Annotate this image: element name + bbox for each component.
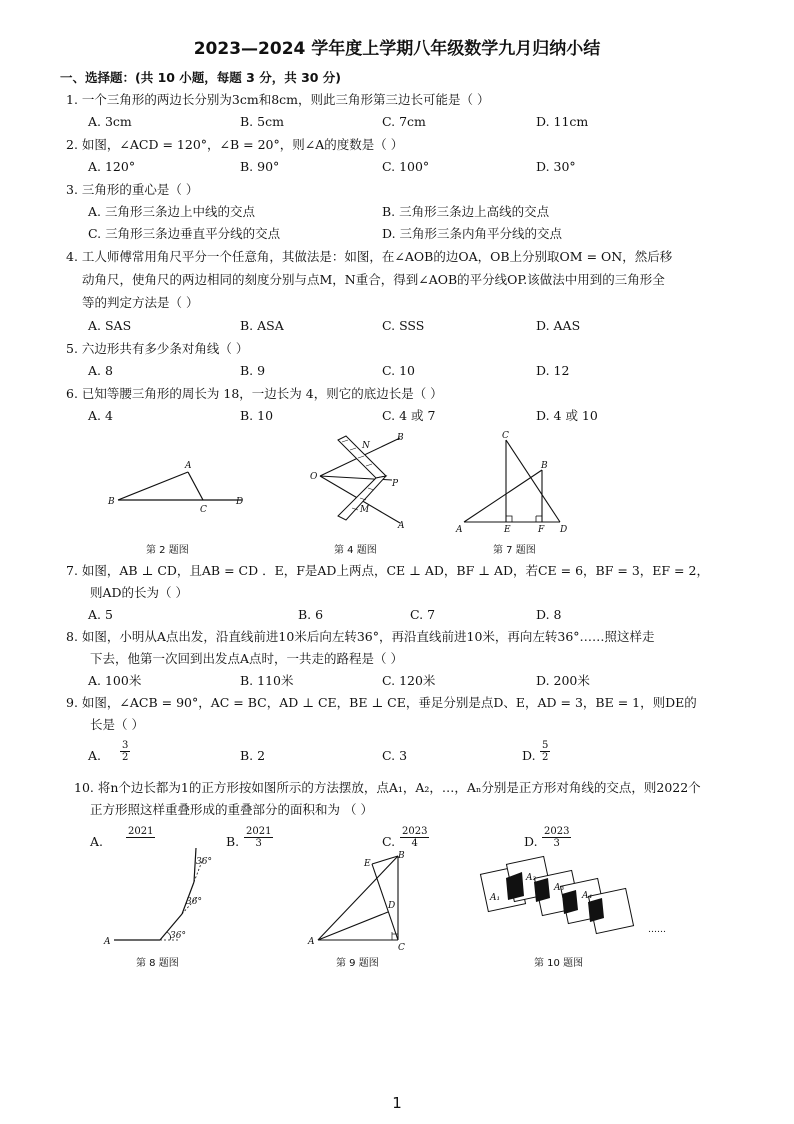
q9-fraction-a: [120, 740, 130, 763]
q10-option-a[interactable]: A.: [90, 834, 104, 849]
q2-stem: 2. 如图，∠ACD = 120°，∠B = 20°，则∠A的度数是（ ）: [66, 137, 404, 152]
label-m: M: [360, 505, 370, 515]
q9-option-c[interactable]: C. 3: [382, 748, 408, 763]
page-title: 2023—2024 学年度上学期八年级数学九月归纳小结: [193, 39, 601, 59]
caption-f9: 第 9 题图: [336, 958, 379, 969]
label-a: A: [104, 937, 111, 947]
q9-line2: 长是（ ）: [90, 717, 144, 732]
label-n: N: [362, 441, 370, 451]
q7-option-c[interactable]: C. 7: [410, 607, 436, 622]
label-f: F: [538, 525, 545, 535]
caption-f7: 第 7 题图: [493, 545, 536, 556]
label-b: B: [108, 497, 115, 507]
q3-option-b[interactable]: B. 三角形三条边上高线的交点: [382, 204, 550, 219]
label-e: E: [504, 525, 511, 535]
figure-10: [478, 852, 678, 948]
q8-option-a[interactable]: A. 100米: [88, 673, 142, 688]
label-a2: A₂: [526, 873, 537, 883]
figure-7: [452, 428, 572, 540]
angle-label-2: 36°: [186, 897, 202, 907]
q1-option-a[interactable]: A. 3cm: [88, 114, 132, 129]
label-b: B: [541, 461, 548, 471]
label-a4: A₄: [582, 891, 593, 901]
q5-option-c[interactable]: C. 10: [382, 363, 415, 378]
q1-option-b[interactable]: B. 5cm: [240, 114, 284, 129]
label-c: C: [200, 505, 207, 515]
q2-option-c[interactable]: C. 100°: [382, 159, 430, 174]
q4-option-b[interactable]: B. ASA: [240, 318, 284, 333]
numerator: 5: [542, 740, 549, 751]
q9-line1: 9. 如图，∠ACB = 90°，AC = BC，AD ⊥ CE，BE ⊥ CE，垂足分别是点D、E，AD = 3，BE = 1，则DE的: [66, 695, 697, 710]
q7-option-a[interactable]: A. 5: [88, 607, 113, 622]
label-p: P: [392, 479, 399, 489]
q1-option-c[interactable]: C. 7cm: [382, 114, 426, 129]
q8-option-d[interactable]: D. 200米: [536, 673, 590, 688]
label-a: A: [185, 461, 192, 471]
denominator: 2: [542, 752, 549, 763]
q10-option-b[interactable]: B.: [226, 834, 240, 849]
q6-option-c[interactable]: C. 4 或 7: [382, 408, 436, 423]
q5-option-a[interactable]: A. 8: [88, 363, 113, 378]
caption-f2: 第 2 题图: [146, 545, 189, 556]
angle-label-3: 36°: [170, 931, 186, 941]
q10-fraction-a: [126, 826, 155, 838]
q4-line2: 动角尺，使角尺的两边相同的刻度分别与点M，N重合，得到∠AOB的平分线OP.该做法中用到的三角形全: [82, 272, 665, 287]
q3-option-d[interactable]: D. 三角形三条内角平分线的交点: [382, 226, 563, 241]
label-c: C: [502, 431, 509, 441]
q6-stem: 6. 已知等腰三角形的周长为 18，一边长为 4，则它的底边长是（ ）: [66, 386, 443, 401]
q3-stem: 3. 三角形的重心是（ ）: [66, 182, 199, 197]
q8-option-b[interactable]: B. 110米: [240, 673, 294, 688]
q4-line1: 4. 工人师傅常用角尺平分一个任意角，其做法是：如图，在∠AOB的边OA，OB上分别取OM = ON，然后移: [66, 249, 673, 264]
q9-fraction-d: [540, 740, 550, 763]
q9-option-b[interactable]: B. 2: [240, 748, 266, 763]
q10-line2: 正方形照这样重叠形成的重叠部分的面积和为 （ ）: [90, 802, 373, 817]
q3-option-a[interactable]: A. 三角形三条边上中线的交点: [88, 204, 255, 219]
page-number: 1: [392, 1094, 402, 1112]
label-b: B: [398, 851, 405, 861]
q4-option-a[interactable]: A. SAS: [88, 318, 132, 333]
figure-9: [306, 848, 416, 952]
q10-fraction-b: [244, 826, 273, 849]
q2-option-a[interactable]: A. 120°: [88, 159, 136, 174]
caption-f8: 第 8 题图: [136, 958, 179, 969]
q10-option-c[interactable]: C.: [382, 834, 396, 849]
label-a3: A₃: [554, 883, 565, 893]
label-b: B: [397, 433, 404, 443]
denominator: 3: [255, 838, 262, 849]
numerator: 2023: [544, 826, 570, 837]
label-d: D: [388, 901, 396, 911]
q9-option-a[interactable]: A.: [88, 748, 102, 763]
q9-option-d[interactable]: D.: [522, 748, 536, 763]
angle-label-1: 36°: [196, 857, 212, 867]
ellipsis: ……: [648, 925, 666, 935]
q6-option-d[interactable]: D. 4 或 10: [536, 408, 598, 423]
denominator: 4: [411, 838, 418, 849]
q5-stem: 5. 六边形共有多少条对角线（ ）: [66, 341, 249, 356]
q4-line3: 等的判定方法是（ ）: [82, 295, 199, 310]
q10-fraction-c: [400, 826, 429, 849]
section-heading: 一、选择题：(共 10 小题，每题 3 分，共 30 分): [60, 70, 342, 85]
numerator: 2021: [128, 826, 154, 837]
label-d: D: [236, 497, 244, 507]
q6-option-b[interactable]: B. 10: [240, 408, 274, 423]
q7-option-d[interactable]: D. 8: [536, 607, 562, 622]
figure-8: [100, 842, 230, 950]
label-o: O: [310, 472, 318, 482]
caption-f10: 第 10 题图: [534, 958, 584, 969]
q5-option-b[interactable]: B. 9: [240, 363, 266, 378]
label-c: C: [398, 943, 405, 953]
q8-option-c[interactable]: C. 120米: [382, 673, 436, 688]
q10-fraction-d: [542, 826, 571, 849]
q10-option-d[interactable]: D.: [524, 834, 538, 849]
q7-line1: 7. 如图，AB ⊥ CD，且AB = CD ．E，F是AD上两点，CE ⊥ AD，BF ⊥ AD，若CE = 6，BF = 3，EF = 2，: [66, 563, 709, 578]
q1-option-d[interactable]: D. 11cm: [536, 114, 589, 129]
label-d: D: [560, 525, 568, 535]
q8-line2: 下去，他第一次回到出发点A点时，一共走的路程是（ ）: [90, 651, 404, 666]
label-a: A: [308, 937, 315, 947]
numerator: 2023: [402, 826, 428, 837]
label-a: A: [398, 521, 405, 531]
label-a1: A₁: [490, 893, 501, 903]
q1-stem: 1. 一个三角形的两边长分别为3cm和8cm，则此三角形第三边长可能是（ ）: [66, 92, 490, 107]
q7-line2: 则AD的长为（ ）: [90, 585, 189, 600]
numerator: 2021: [246, 826, 272, 837]
q8-line1: 8. 如图，小明从A点出发，沿直线前进10米后向左转36°，再沿直线前进10米，再向左转36°……照这样走: [66, 629, 655, 644]
q2-option-d[interactable]: D. 30°: [536, 159, 576, 174]
q3-option-c[interactable]: C. 三角形三条边垂直平分线的交点: [88, 226, 281, 241]
label-a: A: [456, 525, 463, 535]
q4-option-d[interactable]: D. AAS: [536, 318, 581, 333]
figure-4: [300, 428, 420, 538]
q5-option-d[interactable]: D. 12: [536, 363, 570, 378]
denominator: 3: [553, 838, 560, 849]
q4-option-c[interactable]: C. SSS: [382, 318, 425, 333]
q7-option-b[interactable]: B. 6: [298, 607, 324, 622]
caption-f4: 第 4 题图: [334, 545, 377, 556]
q2-option-b[interactable]: B. 90°: [240, 159, 280, 174]
q10-line1: 10. 将n个边长都为1的正方形按如图所示的方法摆放，点A₁，A₂，…，Aₙ分别是正方形对角线的交点，则2022个: [74, 780, 701, 795]
label-e: E: [364, 859, 371, 869]
numerator: 3: [122, 740, 129, 751]
figure-2: [100, 450, 260, 530]
denominator: 2: [122, 752, 129, 763]
q6-option-a[interactable]: A. 4: [88, 408, 113, 423]
